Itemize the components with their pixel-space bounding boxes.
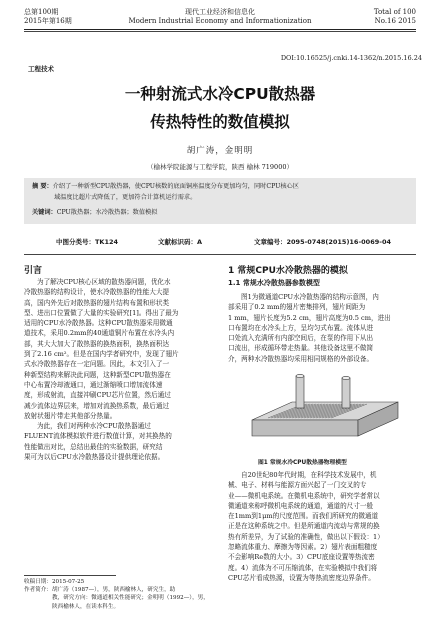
affiliation: （榆林学院能源与工程学院，陕西 榆林 719000） — [147, 163, 293, 171]
header-rule — [24, 29, 416, 30]
section-1-title: 1 常规CPU水冷散热器的模拟 — [228, 266, 348, 276]
doi: DOI:10.16525/j.cnki.14-1362/n.2015.16.24 — [280, 54, 422, 62]
figure-1-heat-sink-model — [238, 368, 412, 452]
body-line: 放射状翅片带走其他部分热量。 — [24, 411, 117, 420]
body-line: 为了解决CPU核心区域的散热器问题，优化水 — [37, 278, 171, 286]
body-line: 果可为以后CPU水冷散热器设计提供理论依据。 — [24, 453, 165, 462]
body-line: 业——微机电系统。在微机电系统中，研究学者常以 — [228, 491, 380, 500]
body-line: 介，两种水冷散热器均采用相同规格的外部设备。 — [228, 354, 374, 363]
body-line: 械、电子、材料与能源方面兴起了一门交叉的专 — [228, 481, 367, 490]
body-line: CPU芯片看成热源，设置为等热流密度边界条件。 — [228, 573, 375, 582]
body-line: 冷散热器的结构设计，使水冷散热器的性能大大提 — [24, 288, 170, 297]
doc-label: 文献标识码： — [158, 238, 197, 246]
body-line: 部，其大大加大了散热器的换热面积，换热面积达 — [24, 339, 170, 348]
category-label: 工程技术 — [28, 65, 54, 73]
body-line: 自20世纪80年代时期，在科学技术发展中，机 — [241, 471, 377, 479]
body-line: 度，形成射流，直接冲刷CPU芯片位置，然后通过 — [24, 391, 171, 400]
header-rule-thin — [24, 31, 416, 32]
journal-name-cn: 现代工业经济和信息化 — [185, 8, 255, 16]
body-line: 图1为微通道CPU水冷散热器的结构示意图，内 — [241, 293, 379, 301]
body-line: 热有所差异，为了试验的准确性，做出以下假设：1） — [228, 532, 384, 541]
article-number — [254, 237, 391, 246]
body-line: 不会影响Re数的大小。3）CPU底座设置等热流密 — [228, 553, 375, 562]
body-line: 部采用了0.2 mm的翅片密集排列，翅片间距为 — [228, 303, 366, 312]
title-line-2: 传热特性的数值模拟 — [150, 113, 290, 131]
body-line: 到了2.16 cm²。但是在国内学者研究中，发现了翅片 — [24, 350, 179, 359]
received-date: 收稿日期：2015-07-25 — [24, 579, 85, 585]
abstract-line-2: 域温度比超片式降低了，更加符合计算机运行需求。 — [54, 194, 197, 201]
total-en: Total of 100 — [373, 8, 416, 16]
article-value: 2095-0748(2015)16-0069-04 — [286, 238, 391, 246]
body-line: FLUENT流体模拟软件进行数值计算，对其换热的 — [24, 432, 172, 441]
section-1-paragraph-1 — [228, 292, 420, 364]
body-line: 式水冷散热器存在一定问题。因此，本文引入了一 — [24, 360, 170, 369]
abstract-text-1: 介绍了一种新型CPU散热器，使CPU核数的底面铜座温度分布更加均匀，同时CPU核心区 — [52, 183, 299, 190]
subsection-1-1-title: 1.1 常规水冷散热器参数模型 — [228, 279, 320, 287]
body-line: 中心布置冷却液通口，通过渐缩喷口增加流体速 — [24, 380, 163, 389]
body-line: 口处流入充满所有内部空间后，在泵的作用下从出 — [228, 334, 374, 343]
doc-value: A — [197, 238, 203, 246]
keywords-label: 关键词： — [32, 209, 57, 216]
author-bio-line: 陕西榆林人，在读本科生。 — [52, 603, 120, 610]
outlet-pipe — [342, 378, 350, 408]
footnote-rule — [24, 575, 116, 576]
intro-paragraph-1 — [24, 277, 214, 462]
keywords-text: CPU散热器；水冷散热器；数值模拟 — [56, 209, 158, 216]
body-line: 道技术，采用0.2mm的40通道铜片布置在水冷头内 — [24, 329, 175, 338]
authors: 胡广涛，金明明 — [186, 146, 254, 156]
figure-1-caption: 图1 常规水冷CPU散热器物理模型 — [258, 460, 347, 466]
body-line: 高，国内外先后对散热器的翅片结构布置和形状类 — [24, 298, 170, 307]
clc-number — [56, 237, 118, 246]
body-line: 口布置均在水冷头上方，呈均匀式布置。流体从进 — [228, 323, 374, 332]
abstract-line-1 — [32, 182, 412, 192]
author-bio-line: 教，研究方向：微通道相关性能研究；金明明（1992—），男， — [52, 595, 209, 602]
footnote — [24, 578, 214, 611]
keywords-line — [32, 208, 412, 218]
section-introduction: 引言 — [24, 266, 43, 276]
meta-rule — [24, 254, 416, 255]
body-line: 型、进出口位置做了大量的实验研究[1]。得出了最为 — [24, 308, 179, 317]
body-line: 在1mm到1μm的尺度范围。而我们所研究的微通道 — [228, 512, 379, 521]
volume-total: 总第100期 — [24, 8, 59, 16]
inlet-pipe — [296, 376, 304, 408]
issue-en: No.16 2015 — [374, 17, 416, 25]
author-bio-line: 作者简介：胡广涛（1987—），男，陕西榆林人，研究生，助 — [24, 587, 176, 594]
body-line: 种新型结构来解决此问题，这种新型CPU散热器在 — [24, 370, 171, 379]
body-line: 忽略流体重力、摩擦为等因素。2）翅片表面粗糙度 — [228, 543, 378, 552]
body-line: 口流出，形成循环带走热量。其他设备这里不做简 — [228, 344, 374, 353]
body-line: 减少流体边界层来，增加对流换热系数，最后通过 — [24, 401, 170, 410]
abstract-label: 摘 要： — [32, 183, 53, 190]
body-line: 1 mm，翅片长度为5.2 cm，翅片高度为0.5 cm，进出 — [228, 313, 391, 322]
section-1-paragraph-2 — [228, 470, 420, 583]
document-code — [158, 237, 202, 246]
body-line: 正是在这种系统之中。但是所通道内流动与常规的换 — [228, 522, 380, 531]
clc-label: 中图分类号： — [56, 238, 95, 246]
clc-value: TK124 — [95, 238, 119, 246]
inlet-opening — [296, 374, 304, 377]
issue-number: 2015年第16期 — [24, 17, 72, 25]
journal-name-en: Modern Industrial Economy and Informationization — [128, 17, 312, 25]
heat-sink-front-face — [252, 420, 358, 436]
title-line-1: 一种射流式水冷CPU散热器 — [124, 85, 316, 103]
body-line: 度。4）流体为不可压缩流体，在实验模拟中我们将 — [228, 563, 378, 572]
body-line: 微通道来称呼微机电系统的通道，通道的尺寸一般 — [228, 501, 374, 510]
outlet-opening — [342, 376, 350, 379]
body-line: 性能做出对比，总结出最佳的实验数据，研究结 — [24, 442, 163, 451]
body-line: 为此，我们对两种水冷CPU散热器通过 — [37, 422, 151, 431]
body-line: 适用的CPU水冷散热器。这种CPU散热器采用微通 — [24, 319, 173, 328]
article-label: 文章编号： — [254, 238, 287, 246]
